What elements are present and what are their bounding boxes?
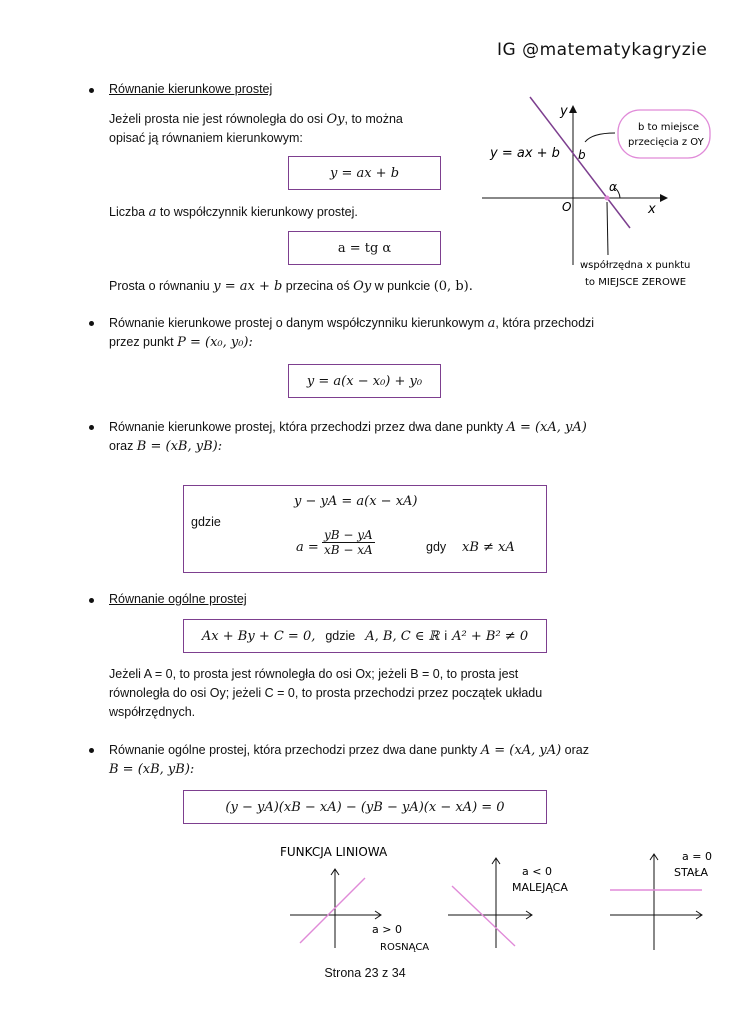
fraction-numerator: yB − yA: [324, 528, 373, 542]
formula: y = a(x − x₀) + y₀: [306, 373, 423, 389]
text: w punkcie: [371, 279, 434, 293]
page-number: Strona 23 z 34: [324, 966, 406, 980]
formula-box-two-points: [183, 485, 547, 573]
formula: a = tg α: [337, 240, 392, 256]
g2-label: MALEJĄCA: [512, 881, 568, 894]
math: P = (x₀, y₀):: [177, 335, 253, 350]
text: , która przechodzi: [495, 316, 595, 330]
bullet: [89, 748, 94, 753]
text: Prosta o równaniu: [109, 279, 214, 293]
fraction: [322, 528, 375, 557]
formula-box-point-slope: [288, 364, 441, 398]
where-label: gdzie: [191, 515, 221, 529]
cond-label: gdy: [426, 540, 447, 554]
bubble-text-2: przecięcia z OY: [628, 137, 704, 148]
sketch-title: FUNKCJA LINIOWA: [280, 845, 388, 859]
g2-cond: a < 0: [522, 865, 552, 878]
g2-line: [452, 886, 515, 946]
linear-function-sketches: [270, 838, 730, 958]
pointer-b: [585, 133, 615, 142]
note-line: Jeżeli A = 0, to prosta jest równoległa do osi Ox; jeżeli B = 0, to prosta jest: [109, 667, 519, 681]
line-label: y = ax + b: [490, 146, 560, 161]
bullet: [89, 321, 94, 326]
text: oraz: [109, 439, 137, 453]
condition: xB ≠ xA: [462, 540, 515, 555]
bullet: [89, 425, 94, 430]
formula: (y − yA)(xB − xA) − (yB − yA)(x − xA) = 0: [225, 799, 505, 815]
text: oraz: [561, 743, 589, 757]
formula-box-general-two-points: [183, 790, 547, 824]
math-var: a: [487, 316, 496, 331]
pointer-zero: [607, 202, 608, 255]
b-label: b: [578, 148, 586, 162]
math-var: a: [148, 205, 157, 220]
y-axis-arrow: [569, 105, 577, 113]
note-line: współrzędnych.: [109, 705, 196, 719]
section1-text2: [109, 203, 358, 222]
formula-top: y − yA = a(x − xA): [294, 494, 418, 509]
and-label: i: [444, 629, 448, 643]
math: Oy: [353, 279, 372, 294]
note-line: równoległa do osi Oy; jeżeli C = 0, to prosta przechodzi przez początek układu: [109, 686, 543, 700]
formula-box-slope-form: [288, 156, 441, 190]
text: opisać ją równaniem kierunkowym:: [109, 131, 303, 145]
text: Równanie kierunkowe prostej, która przechodzi przez dwa dane punkty: [109, 420, 507, 434]
math: y = ax + b: [213, 279, 283, 294]
line-y-ax-b: [530, 97, 630, 228]
zero-point: [605, 196, 610, 201]
section1-text3: [109, 277, 473, 296]
line-diagram: [470, 95, 730, 295]
text: przecina oś: [282, 279, 354, 293]
section4-notes: [109, 665, 679, 722]
section1-text1: [109, 110, 469, 148]
g1-line: [300, 878, 365, 943]
x-axis-arrow: [660, 194, 668, 202]
origin-label: O: [562, 200, 572, 214]
section5-text: [109, 741, 689, 779]
text: przez punkt: [109, 335, 178, 349]
fraction-denominator: xB − xA: [324, 543, 373, 557]
math: B = (xB, yB):: [136, 439, 223, 454]
math: (0, b).: [433, 279, 473, 294]
condition: A² + B² ≠ 0: [452, 628, 529, 644]
bubble-text-1: b to miejsce: [638, 122, 700, 133]
note-1: współrzędna x punktu: [580, 260, 691, 271]
math: A = (xA, yA): [480, 743, 562, 758]
a-equals: a =: [296, 540, 319, 555]
text: , to można: [344, 112, 403, 126]
bullet: [89, 88, 94, 93]
instagram-handle: IG @matematykagryzie: [497, 40, 708, 60]
g3-label: STAŁA: [674, 866, 709, 879]
section3-text: [109, 418, 689, 456]
math: A = (xA, yA): [506, 420, 587, 435]
section2-text: [109, 314, 669, 352]
text: Równanie ogólne prostej, która przechodzi przez dwa dane punkty: [109, 743, 481, 757]
g3-cond: a = 0: [682, 850, 712, 863]
g1-cond: a > 0: [372, 923, 402, 936]
math: B = (xB, yB):: [109, 762, 195, 777]
alpha-label: α: [609, 180, 617, 194]
bullet: [89, 598, 94, 603]
text: Równanie kierunkowe prostej o danym współczynniku kierunkowym: [109, 316, 488, 330]
condition: A, B, C ∈ ℝ: [365, 628, 440, 644]
bubble: [618, 110, 710, 158]
formula-box-general: [183, 619, 547, 653]
text: Jeżeli prosta nie jest równoległa do osi: [109, 112, 327, 126]
note-2: to MIEJSCE ZEROWE: [585, 277, 687, 288]
text: Liczba: [109, 205, 149, 219]
formula: Ax + By + C = 0,: [201, 628, 316, 644]
section-title-general-form: Równanie ogólne prostej: [109, 592, 247, 606]
math-axis: Oy: [326, 112, 345, 127]
formula-box-tangent: [288, 231, 441, 265]
x-label: x: [648, 202, 656, 217]
formula: y = ax + b: [329, 165, 400, 181]
section-title-slope-form: Równanie kierunkowe prostej: [109, 82, 273, 96]
text: to współczynnik kierunkowy prostej.: [156, 205, 358, 219]
y-label: y: [560, 104, 568, 119]
where-label: gdzie: [325, 629, 356, 643]
g1-label: ROSNĄCA: [380, 942, 430, 953]
